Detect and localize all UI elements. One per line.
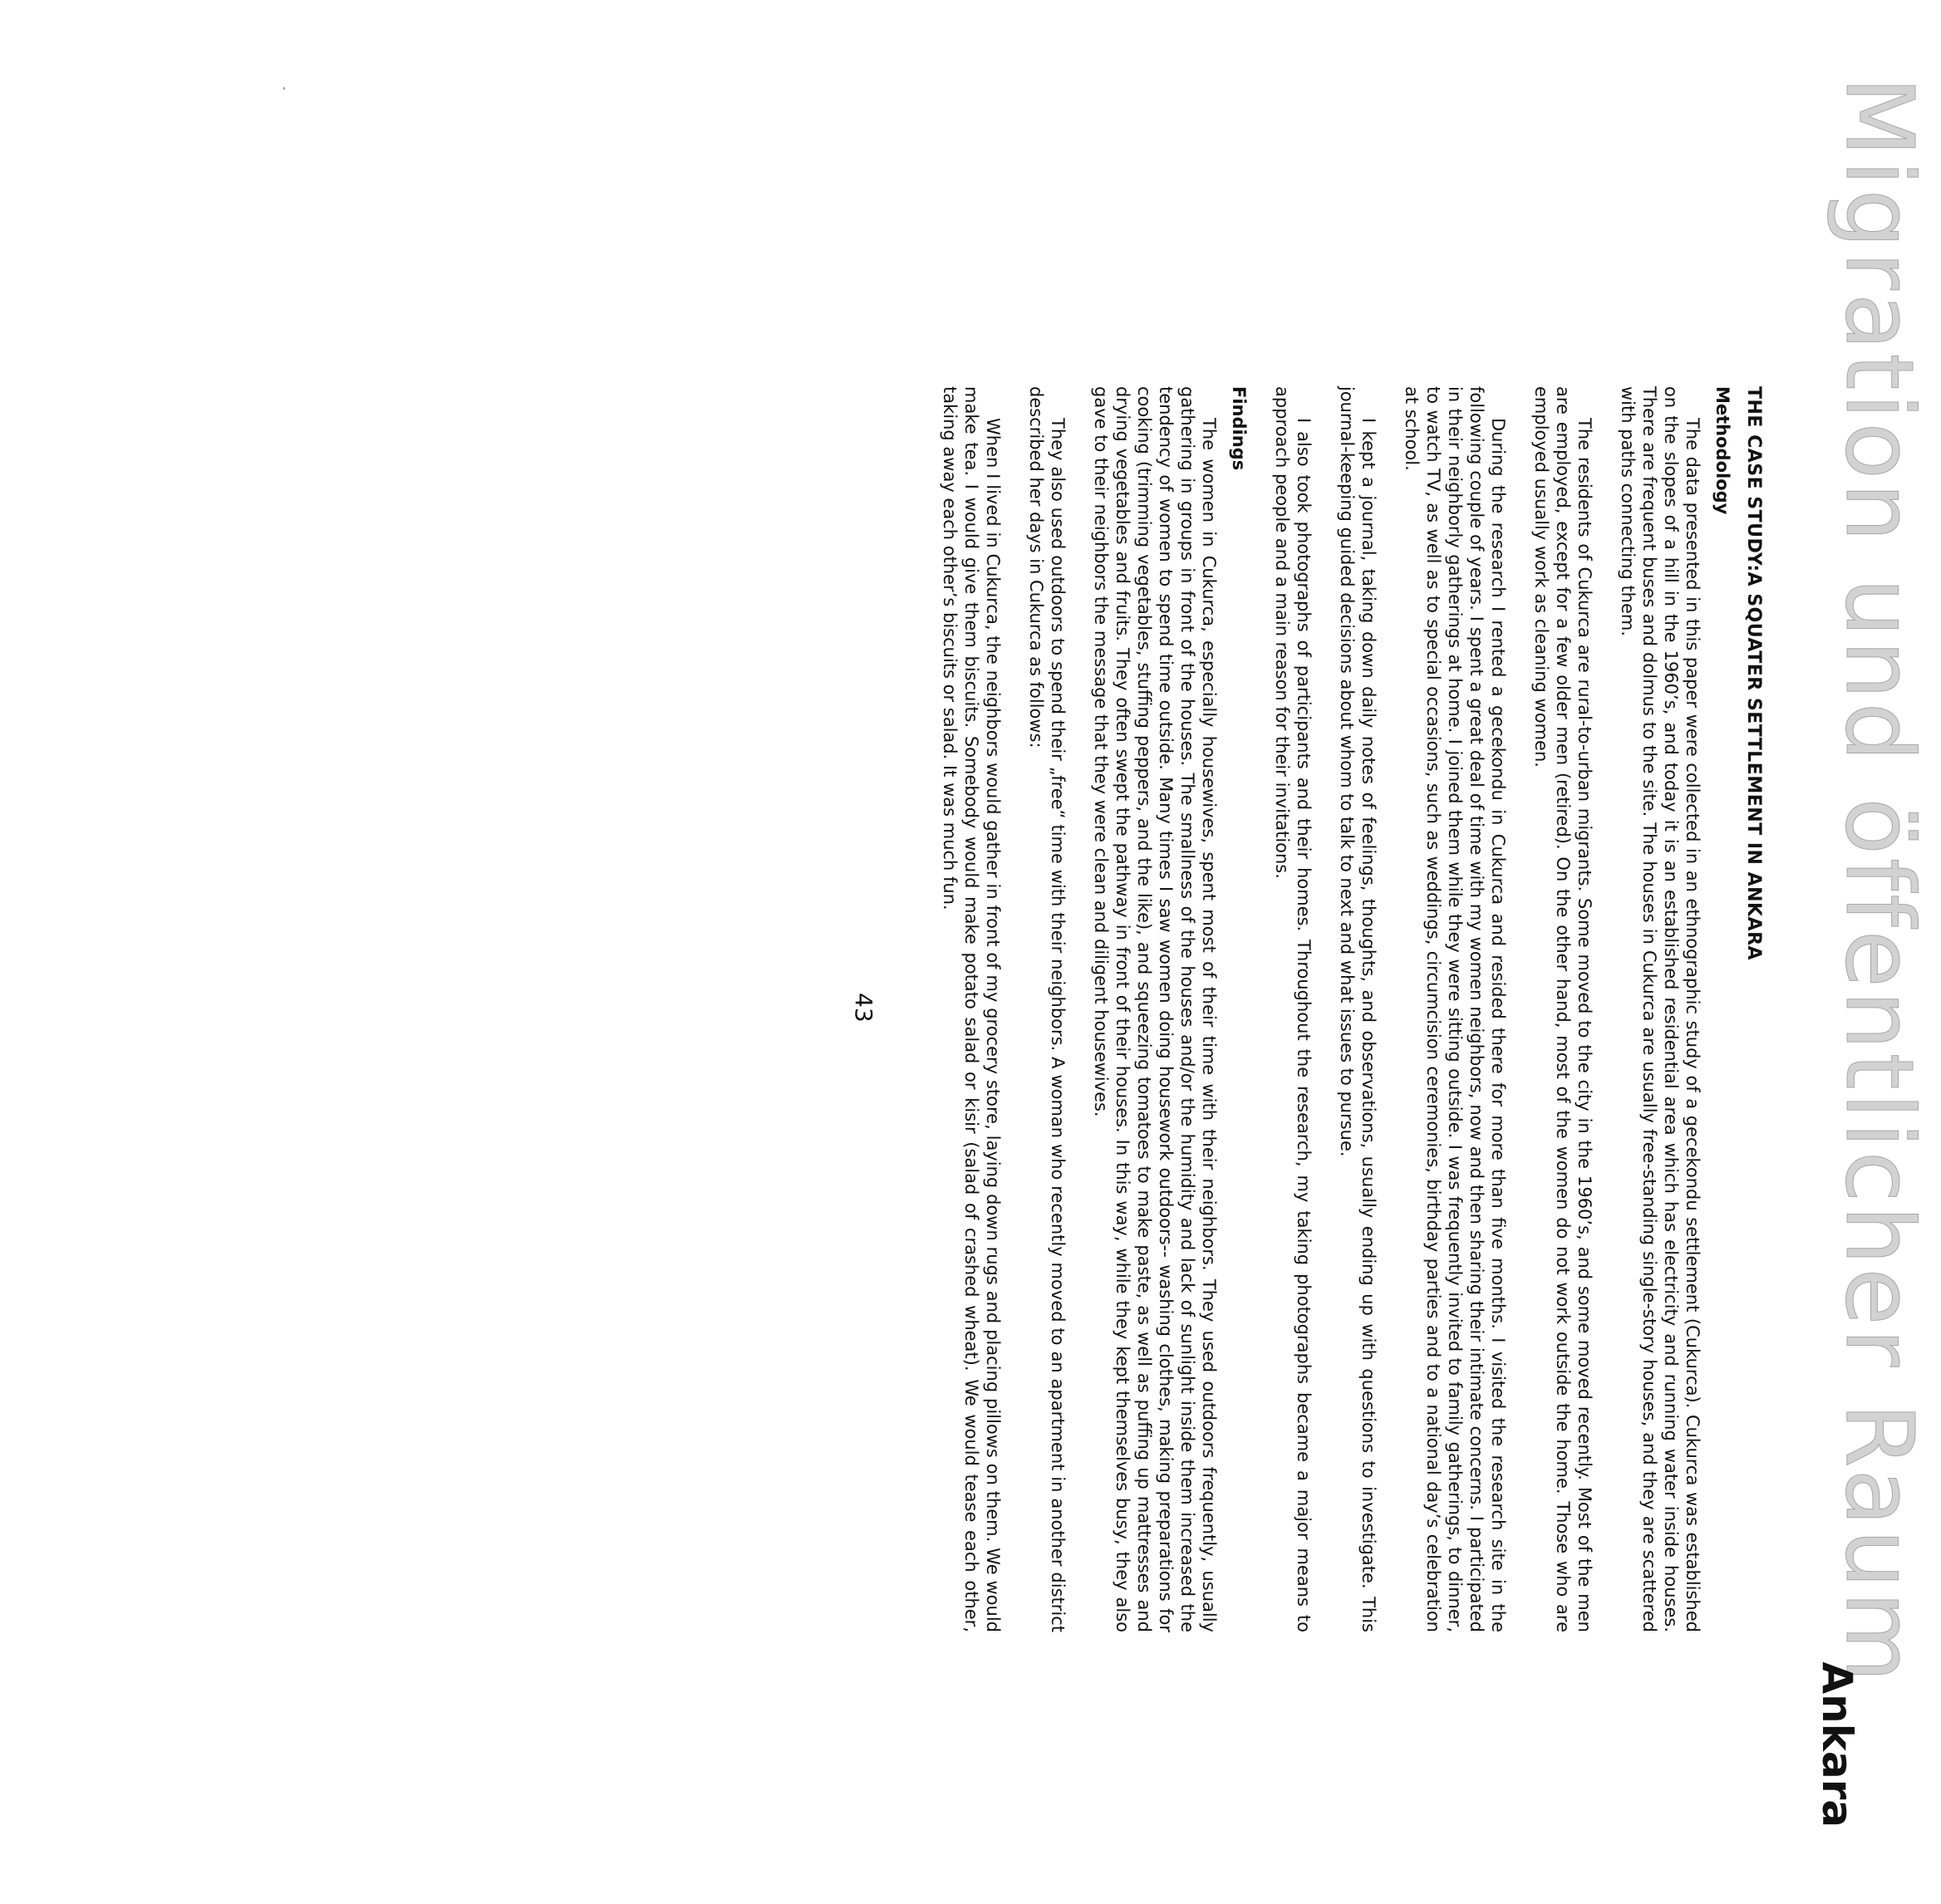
article-heading: THE CASE STUDY:A SQUATER SETTLEMENT IN ANKARA [1743, 386, 1764, 961]
paragraph: During the research I rented a gecekondu in Cukurca and resided there for more than five months. I visited the research site in the following couple of years. I spent a great deal of time with my women neighbors, now and then sharing their intimate concerns. I participated in their neighborly gatherings at home. I joined them while they were sitting outside. I was frequently invited to family gatherings, to dinner, to watch TV, as well as to special occasions, such as weddings, circumcision ceremonies, birthday parties and to a national day’s celebration at school. [1402, 386, 1508, 1632]
running-header-title: Migration und öffentlicher Raum [1825, 76, 1933, 1686]
paragraph: I also took photographs of participants and their homes. Throughout the research, my taking photographs became a major means to approach people and a main reason for their invitations. [1272, 386, 1314, 1632]
paragraph: The women in Cukurca, especially housewives, spent most of their time with their neighbors. They used outdoors frequently, usually gathering in groups in front of the houses. The smallness of the houses and/or the humidity and lack of sunlight inside them increased the tendency of women to spend time outside. Many times I saw women doing housework outdoors-- washing clothes, making preparations for cooking (trimming vegetables, stuffing peppers, and the like), and squeezing tomatoes to make paste, as well as puffing up mattresses and drying vegetables and fruits. They often swept the pathway in front of their houses. In this way, while they kept themselves busy, they also gave to their neighbors the message that they were clean and diligent housewives. [1091, 386, 1219, 1632]
running-header-place: Ankara [1813, 1661, 1861, 1828]
paragraph: The residents of Cukurca are rural-to-urban migrants. Some moved to the city in the 1960’s, and some moved recently. Most of the men are employed, except for a few older men (retired). On the other hand, most of the women do not work outside the home. Those who are employed usually work as cleaning women. [1531, 386, 1595, 1632]
paragraph: They also used outdoors to spend their „free“ time with their neighbors. A woman who recently moved to an apartment in another district described her days in Cukurca as follows: [1026, 386, 1068, 1632]
article-body [917, 386, 1765, 1632]
section-title-methodology: Methodology [1713, 386, 1732, 515]
paragraph: The data presented in this paper were collected in an ethnographic study of a gecekondu settlement (Cukurca). Cukurca was established on the slopes of a hill in the 1960’s, and today it is an established residential area which has electricity and running water inside houses. There are frequent buses and dolmus to the site. The houses in Cukurca are usually free-standing single-story houses, and they are scattered with paths connecting them. [1618, 386, 1703, 1632]
paragraph: When I lived in Cukurca, the neighbors would gather in front of my grocery store, laying down rugs and placing pillows on them. We would make tea. I would give them biscuits. Somebody would make potato salad or kisir (salad of crashed wheat). We would tease each other, taking away each other’s biscuits or salad. It was much fun. [940, 386, 1003, 1632]
scan-speck [283, 87, 285, 90]
page-number: 43 [850, 993, 877, 1023]
section-title-findings: Findings [1229, 386, 1249, 471]
paragraph: I kept a journal, taking down daily notes of feelings, thoughts, and observations, usually ending up with questions to investigate. This journal-keeping guided decisions about whom to talk to next and what issues to pursue. [1337, 386, 1378, 1632]
